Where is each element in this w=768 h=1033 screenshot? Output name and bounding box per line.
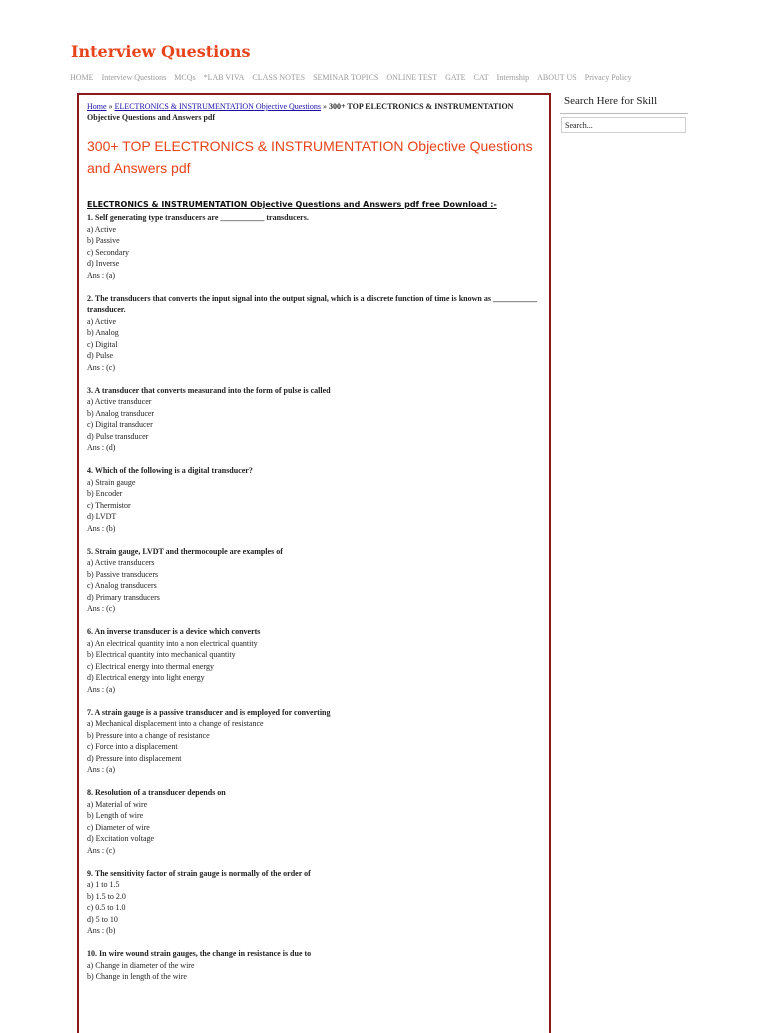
correct-answer: Ans : (b) <box>87 926 116 935</box>
answer-option: b) Change in length of the wire <box>87 972 187 981</box>
question-text: 4. Which of the following is a digital transducer? <box>87 466 253 475</box>
question-item <box>87 868 542 937</box>
post-title: 300+ TOP ELECTRONICS & INSTRUMENTATION Objective Questions and Answers pdf <box>87 138 533 176</box>
section-heading: ELECTRONICS & INSTRUMENTATION Objective Questions and Answers pdf free Download :- <box>87 200 497 209</box>
breadcrumb-current: 300+ TOP ELECTRONICS & INSTRUMENTATION Objective Questions and Answers pdf <box>87 102 514 122</box>
answer-option: c) Secondary <box>87 247 129 257</box>
top-navigation <box>70 73 632 82</box>
nav-item-internship[interactable]: Internship <box>496 73 530 82</box>
answer-option: c) Electrical energy into thermal energy <box>87 661 214 671</box>
answer-option: d) Pulse transducer <box>87 431 149 441</box>
correct-answer: Ans : (d) <box>87 443 116 452</box>
search-input[interactable] <box>561 117 686 133</box>
question-text: 1. Self generating type transducers are ___________ transducers. <box>87 213 309 222</box>
answer-option: d) Primary transducers <box>87 592 160 602</box>
correct-answer: Ans : (b) <box>87 523 116 533</box>
answer-option: a) Change in diameter of the wire <box>87 960 195 970</box>
breadcrumb-category-link[interactable]: ELECTRONICS & INSTRUMENTATION Objective Questions <box>114 102 322 111</box>
answer-option: d) 5 to 10 <box>87 914 118 924</box>
question-text: 8. Resolution of a transducer depends on <box>87 788 226 797</box>
question-item <box>87 465 542 534</box>
answer-option: c) Digital transducer <box>87 420 153 429</box>
nav-item-online-test[interactable]: ONLINE TEST <box>386 73 438 82</box>
answer-option: b) 1.5 to 2.0 <box>87 891 126 901</box>
answer-option: a) Active transducer <box>87 397 152 406</box>
question-text: 7. A strain gauge is a passive transducer and is employed for converting <box>87 707 331 717</box>
answer-option: a) Active transducers <box>87 558 155 567</box>
answer-option: c) Analog transducers <box>87 581 157 590</box>
nav-item-mcqs[interactable]: MCQs <box>174 73 196 82</box>
correct-answer: Ans : (c) <box>87 845 115 855</box>
answer-option: b) Passive <box>87 236 120 245</box>
breadcrumb-separator: » <box>108 102 113 111</box>
question-item <box>87 626 542 695</box>
question-item <box>87 787 542 856</box>
main-content <box>77 93 551 1033</box>
answer-option: b) Analog <box>87 328 119 337</box>
nav-item-interview-questions[interactable]: Interview Questions <box>101 73 167 82</box>
answer-option: d) Electrical energy into light energy <box>87 673 205 682</box>
answer-option: d) Pulse <box>87 351 113 360</box>
nav-item-home[interactable]: HOME <box>70 73 94 82</box>
answer-option: b) Analog transducer <box>87 408 155 418</box>
sidebar-divider <box>560 113 688 114</box>
question-list <box>87 212 542 983</box>
nav-item-lab-viva[interactable]: *LAB VIVA <box>203 73 245 82</box>
question-item <box>87 212 542 281</box>
question-item <box>87 707 542 776</box>
answer-option: d) Excitation voltage <box>87 834 155 843</box>
answer-option: d) Pressure into displacement <box>87 753 182 763</box>
question-text: 6. An inverse transducer is a device which converts <box>87 627 261 636</box>
nav-item-about-us[interactable]: ABOUT US <box>537 73 577 82</box>
nav-item-seminar-topics[interactable]: SEMINAR TOPICS <box>313 73 379 82</box>
nav-item-class-notes[interactable]: CLASS NOTES <box>252 73 306 82</box>
question-text: 5. Strain gauge, LVDT and thermocouple are examples of <box>87 546 283 556</box>
answer-option: a) 1 to 1.5 <box>87 880 120 889</box>
answer-option: c) Thermistor <box>87 500 131 510</box>
answer-option: c) 0.5 to 1.0 <box>87 903 126 912</box>
correct-answer: Ans : (a) <box>87 684 115 694</box>
breadcrumb-separator: » <box>323 102 328 111</box>
answer-option: a) An electrical quantity into a non electrical quantity <box>87 638 258 648</box>
answer-option: b) Electrical quantity into mechanical quantity <box>87 650 236 659</box>
answer-option: b) Encoder <box>87 489 123 498</box>
question-item <box>87 385 542 454</box>
question-text: 10. In wire wound strain gauges, the change in resistance is due to <box>87 949 312 958</box>
question-text: 3. A transducer that converts measurand into the form of pulse is called <box>87 385 331 395</box>
correct-answer: Ans : (a) <box>87 270 115 280</box>
question-text: 9. The sensitivity factor of strain gauge is normally of the order of <box>87 868 311 878</box>
nav-item-gate[interactable]: GATE <box>445 73 466 82</box>
question-item <box>87 293 542 374</box>
answer-option: a) Material of wire <box>87 799 148 809</box>
sidebar-search-heading: Search Here for Skill <box>564 95 658 107</box>
breadcrumb <box>87 101 542 123</box>
site-title-link[interactable]: Interview Questions <box>71 42 251 61</box>
answer-option: d) Inverse <box>87 259 120 268</box>
correct-answer: Ans : (a) <box>87 765 115 774</box>
nav-item-cat[interactable]: CAT <box>473 73 489 82</box>
answer-option: d) LVDT <box>87 512 117 521</box>
answer-option: c) Digital <box>87 339 118 349</box>
answer-option: c) Diameter of wire <box>87 822 150 832</box>
answer-option: a) Active <box>87 316 117 326</box>
answer-option: b) Pressure into a change of resistance <box>87 730 210 740</box>
question-item <box>87 546 542 615</box>
breadcrumb-home-link[interactable]: Home <box>87 102 107 111</box>
answer-option: b) Passive transducers <box>87 569 159 579</box>
correct-answer: Ans : (c) <box>87 604 115 613</box>
answer-option: a) Active <box>87 224 117 234</box>
answer-option: c) Force into a displacement <box>87 742 178 751</box>
answer-option: a) Strain gauge <box>87 477 136 487</box>
question-text: 2. The transducers that converts the input signal into the output signal, which is a discrete function of time is known as ___________ transducer. <box>87 293 537 314</box>
answer-option: b) Length of wire <box>87 811 144 820</box>
answer-option: a) Mechanical displacement into a change of resistance <box>87 719 264 728</box>
question-item <box>87 948 542 983</box>
correct-answer: Ans : (c) <box>87 362 115 372</box>
nav-item-privacy-policy[interactable]: Privacy Policy <box>584 73 632 82</box>
